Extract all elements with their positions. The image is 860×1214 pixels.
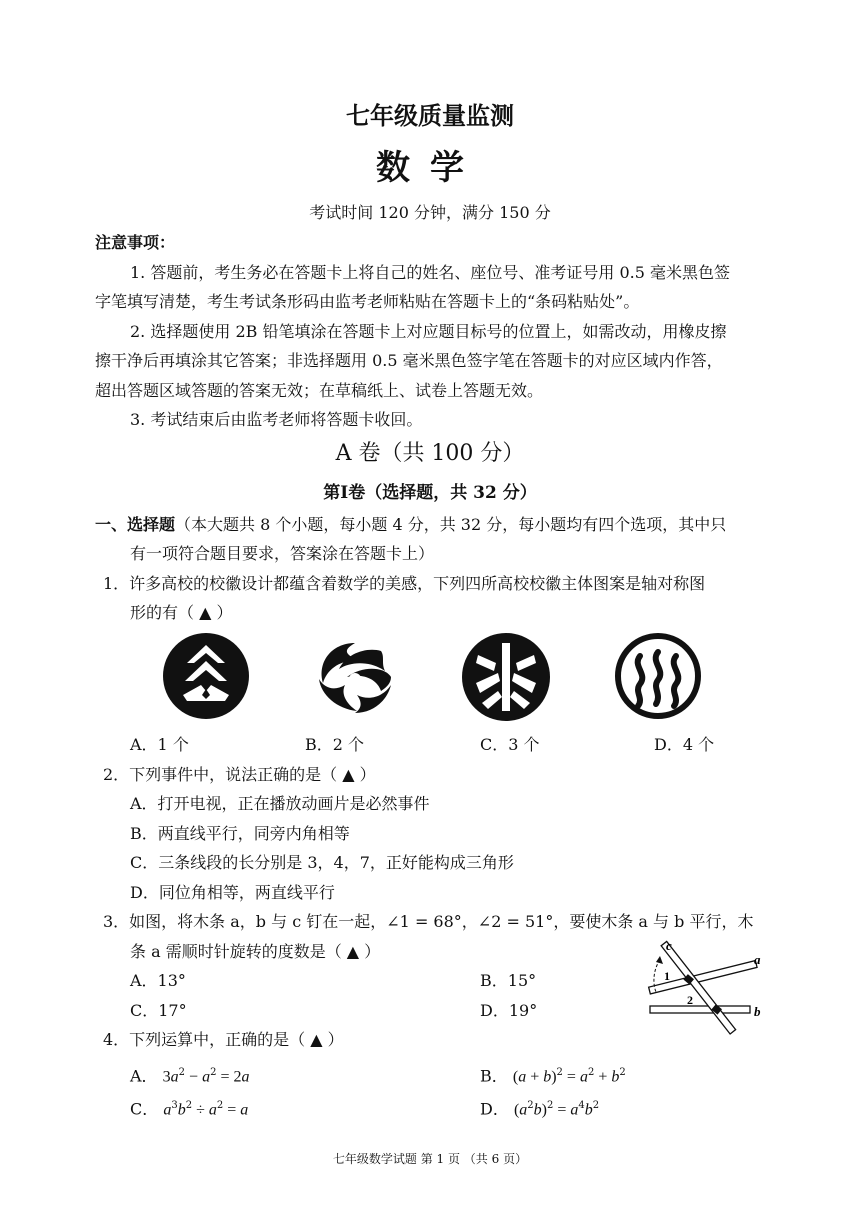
university-emblem-1-icon — [163, 633, 249, 719]
q2-option-b[interactable]: B．两直线平行，同旁内角相等 — [130, 824, 350, 843]
q2-option-c[interactable]: C．三条线段的长分别是 3，4，7，正好能构成三角形 — [130, 853, 514, 872]
q2-option-a[interactable]: A．打开电视，正在播放动画片是必然事件 — [130, 794, 430, 813]
q1-option-c[interactable]: C．3 个 — [480, 735, 540, 754]
q4-option-c[interactable]: C． $a^3b^2 \div a^2 = a$ — [130, 1099, 249, 1119]
figure-angle-2-label: 2 — [687, 993, 693, 1007]
subject-title: 数学 — [376, 148, 484, 188]
note-2-line-1: 2. 选择题使用 2B 铅笔填涂在答题卡上对应题目标号的位置上，如需改动，用橡皮擦 — [130, 322, 727, 341]
section-1-line-2: 有一项符合题目要求，答案涂在答题卡上） — [130, 544, 435, 563]
q4-option-d-label: D． — [480, 1099, 509, 1119]
university-emblem-3-icon — [462, 633, 550, 721]
section-1-line-1 — [95, 511, 726, 539]
notes-heading: 注意事项： — [95, 233, 176, 252]
note-2-line-2: 擦干净后再填涂其它答案；非选择题用 0.5 毫米黑色签字笔在答题卡的对应区域内作答， — [95, 351, 723, 370]
q3-line-1: 3．如图，将木条 a，b 与 c 钉在一起，∠1 = 68°，∠2 = 51°，要使木条 a 与 b 平行，木 — [103, 912, 754, 931]
section-1-label: 一、选择题 — [95, 515, 176, 534]
note-1-line-2: 字笔填写清楚，考生考试条形码由监考老师粘贴在答题卡上的“条码粘贴处”。 — [95, 292, 640, 311]
page-footer: 七年级数学试题 第 1 页 （共 6 页） — [332, 1152, 528, 1166]
q4-option-b-label: B． — [480, 1066, 508, 1086]
q1-option-a[interactable]: A．1 个 — [130, 735, 189, 754]
figure-label-c: c — [666, 938, 672, 953]
q4-option-c-label: C． — [130, 1099, 159, 1119]
q4-stem: 4．下列运算中，正确的是（ ▲ ） — [103, 1030, 344, 1049]
q3-line-2: 条 a 需顺时针旋转的度数是（ ▲ ） — [130, 942, 381, 961]
exam-title: 七年级质量监测 — [346, 101, 514, 130]
q3-option-b[interactable]: B．15° — [480, 971, 537, 990]
q1-line-1: 1．许多高校的校徽设计都蕴含着数学的美感，下列四所高校校徽主体图案是轴对称图 — [103, 574, 706, 593]
q1-line-2: 形的有（ ▲ ） — [130, 603, 233, 622]
university-emblem-2-icon — [311, 633, 399, 721]
note-1-line-1: 1. 答题前，考生务必在答题卡上将自己的姓名、座位号、准考证号用 0.5 毫米黑色签 — [130, 263, 730, 282]
q1-option-d[interactable]: D．4 个 — [654, 735, 715, 754]
volume-a-heading: A 卷（共 100 分） — [335, 441, 525, 466]
part-1-heading: 第Ⅰ卷（选择题，共 32 分） — [323, 483, 537, 503]
exam-info: 考试时间 120 分钟，满分 150 分 — [309, 203, 551, 222]
q1-option-b[interactable]: B．2 个 — [305, 735, 365, 754]
figure-angle-1-label: 1 — [664, 969, 670, 983]
section-1-desc: （本大题共 8 个小题，每小题 4 分，共 32 分，每小题均有四个选项，其中只 — [175, 515, 727, 534]
q3-option-a[interactable]: A．13° — [130, 971, 186, 990]
q3-option-c[interactable]: C．17° — [130, 1001, 187, 1020]
q4-option-a[interactable]: A． $3a^2 - a^2 = 2a$ — [130, 1066, 250, 1086]
q4-option-d[interactable]: D． $(a^2b)^2 = a^4b^2$ — [480, 1099, 600, 1119]
figure-label-a: a — [754, 952, 761, 967]
q4-option-b[interactable]: B． $(a + b)^2 = a^2 + b^2$ — [480, 1066, 626, 1086]
note-2-line-3: 超出答题区域答题的答案无效；在草稿纸上、试卷上答题无效。 — [95, 381, 544, 400]
note-3: 3. 考试结束后由监考老师将答题卡收回。 — [130, 410, 423, 429]
university-emblem-4-icon — [614, 632, 702, 720]
figure-label-b: b — [754, 1004, 761, 1019]
q3-option-d[interactable]: D．19° — [480, 1001, 538, 1020]
q2-stem: 2．下列事件中，说法正确的是（ ▲ ） — [103, 765, 376, 784]
q2-option-d[interactable]: D．同位角相等，两直线平行 — [130, 883, 335, 902]
q3-wood-strips-figure — [640, 938, 770, 1038]
q4-option-a-label: A． — [130, 1066, 158, 1086]
